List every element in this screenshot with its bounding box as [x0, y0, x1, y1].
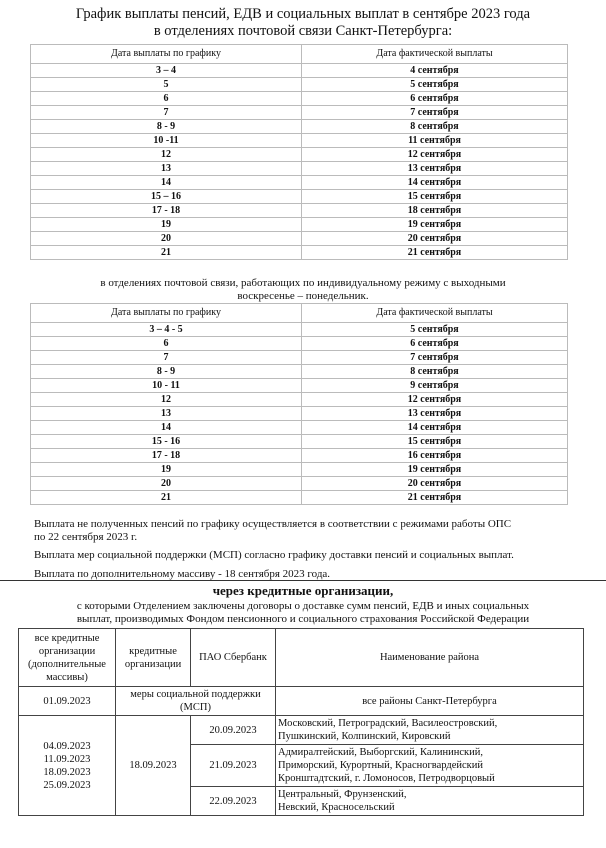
district-cell [276, 745, 584, 787]
actual-date-cell: 20 сентября [302, 232, 568, 246]
scheduled-date-cell: 3 – 4 [31, 64, 302, 78]
scheduled-date-cell: 15 - 16 [31, 435, 302, 449]
scheduled-date-cell: 6 [31, 92, 302, 106]
table-row [31, 323, 568, 337]
actual-date-cell: 4 сентября [302, 64, 568, 78]
actual-date-cell: 8 сентября [302, 365, 568, 379]
scheduled-date-cell: 8 - 9 [31, 365, 302, 379]
actual-date-cell: 19 сентября [302, 463, 568, 477]
scheduled-date-cell: 19 [31, 463, 302, 477]
scheduled-date-cell: 21 [31, 246, 302, 260]
col-header-actual: Дата фактической выплаты [302, 45, 568, 64]
scheduled-date-cell: 10 - 11 [31, 379, 302, 393]
scheduled-date-cell: 20 [31, 477, 302, 491]
actual-date-cell: 19 сентября [302, 218, 568, 232]
header-credit-orgs: кредитные организации [116, 629, 191, 687]
date-item: 25.09.2023 [43, 779, 91, 791]
table-row [31, 120, 568, 134]
date-list-cell [19, 716, 116, 816]
schedule-table-individual [30, 303, 568, 505]
actual-date-cell: 9 сентября [302, 379, 568, 393]
table-row [31, 232, 568, 246]
col-header-scheduled: Дата выплаты по графику [31, 304, 302, 323]
table-row [31, 449, 568, 463]
schedule-table [30, 44, 568, 260]
actual-date-cell: 14 сентября [302, 421, 568, 435]
actual-date-cell: 14 сентября [302, 176, 568, 190]
scheduled-date-cell: 13 [31, 162, 302, 176]
note-msp: Выплата мер социальной поддержки (МСП) согласно графику доставки пенсий и социальных выплат. [34, 549, 514, 561]
scheduled-date-cell: 10 -11 [31, 134, 302, 148]
page-title-line2: в отделениях почтовой связи Санкт-Петербурга: [153, 23, 453, 39]
header-all-credit-orgs: все кредитные организации (дополнительные массивы) [19, 629, 116, 687]
scheduled-date-cell: 8 - 9 [31, 120, 302, 134]
scheduled-date-cell: 12 [31, 148, 302, 162]
actual-date-cell: 6 сентября [302, 337, 568, 351]
section-subtitle-line2: воскресенье – понедельник. [237, 290, 369, 302]
scheduled-date-cell: 15 – 16 [31, 190, 302, 204]
actual-date-cell: 12 сентября [302, 393, 568, 407]
scheduled-date-cell: 14 [31, 176, 302, 190]
scheduled-date-cell: 17 - 18 [31, 204, 302, 218]
scheduled-date-cell: 14 [31, 421, 302, 435]
actual-date-cell: 11 сентября [302, 134, 568, 148]
scheduled-date-cell: 17 - 18 [31, 449, 302, 463]
table-row [31, 463, 568, 477]
table-row [31, 477, 568, 491]
scheduled-date-cell: 7 [31, 106, 302, 120]
table-row [31, 106, 568, 120]
date-item: 18.09.2023 [43, 766, 91, 778]
table-row [31, 365, 568, 379]
header-sberbank: ПАО Сбербанк [191, 629, 276, 687]
table-row [31, 379, 568, 393]
table-row [31, 190, 568, 204]
table-row [31, 78, 568, 92]
scheduled-date-cell: 7 [31, 351, 302, 365]
table-row [31, 337, 568, 351]
date-cell: 01.09.2023 [19, 687, 116, 716]
district-line: Приморский, Курортный, Красногвардейский [278, 760, 484, 771]
district-line: Невский, Красносельский [278, 802, 395, 813]
actual-date-cell: 16 сентября [302, 449, 568, 463]
actual-date-cell: 21 сентября [302, 491, 568, 505]
note-unpaid: Выплата не полученных пенсий по графику осуществляется в соответствии с режимами работы ОПС [34, 518, 512, 530]
credit-table [18, 628, 584, 816]
table-row [31, 421, 568, 435]
district-line: Адмиралтейский, Выборгский, Калининский, [278, 747, 483, 758]
table-row [31, 435, 568, 449]
table-row [31, 246, 568, 260]
actual-date-cell: 12 сентября [302, 148, 568, 162]
table-row [31, 218, 568, 232]
sber-date-cell: 20.09.2023 [191, 716, 276, 745]
actual-date-cell: 7 сентября [302, 351, 568, 365]
actual-date-cell: 20 сентября [302, 477, 568, 491]
scheduled-date-cell: 12 [31, 393, 302, 407]
scheduled-date-cell: 21 [31, 491, 302, 505]
table-row [31, 407, 568, 421]
actual-date-cell: 18 сентября [302, 204, 568, 218]
section-subtitle: в отделениях почтовой связи, работающих по индивидуальному режиму с выходными [100, 277, 506, 289]
scheduled-date-cell: 19 [31, 218, 302, 232]
table-row [31, 162, 568, 176]
actual-date-cell: 21 сентября [302, 246, 568, 260]
scheduled-date-cell: 13 [31, 407, 302, 421]
msp-cell: меры социальной поддержки (МСП) [116, 687, 276, 716]
table-row [31, 393, 568, 407]
actual-date-cell: 7 сентября [302, 106, 568, 120]
table-row [31, 204, 568, 218]
credit-heading: через кредитные организации, [212, 583, 394, 598]
actual-date-cell: 6 сентября [302, 92, 568, 106]
actual-date-cell: 15 сентября [302, 190, 568, 204]
table-row [31, 64, 568, 78]
scheduled-date-cell: 5 [31, 78, 302, 92]
scheduled-date-cell: 6 [31, 337, 302, 351]
table-row [31, 491, 568, 505]
divider [0, 580, 606, 581]
district-cell: все районы Санкт-Петербурга [276, 687, 584, 716]
district-cell [276, 787, 584, 816]
header-district: Наименование района [276, 629, 584, 687]
actual-date-cell: 13 сентября [302, 162, 568, 176]
district-line: Московский, Петроградский, Василеостровский, [278, 718, 498, 729]
table-row [31, 92, 568, 106]
district-line: Пушкинский, Колпинский, Кировский [278, 731, 451, 742]
table-row [31, 351, 568, 365]
scheduled-date-cell: 20 [31, 232, 302, 246]
date-item: 11.09.2023 [43, 753, 91, 765]
credit-subtitle: с которыми Отделением заключены договоры о доставке сумм пенсий, ЕДВ и иных социальных [76, 600, 530, 612]
date-item: 04.09.2023 [43, 740, 91, 752]
credit-date-cell: 18.09.2023 [116, 716, 191, 816]
credit-subtitle-line2: выплат, производимых Фондом пенсионного и социального страхования Российской Федерации [76, 613, 530, 625]
district-line: Кронштадтский, г. Ломоносов, Петродворцовый [278, 773, 495, 784]
district-line: Центральный, Фрунзенский, [278, 789, 407, 800]
actual-date-cell: 8 сентября [302, 120, 568, 134]
sber-date-cell: 22.09.2023 [191, 787, 276, 816]
table-row [31, 176, 568, 190]
actual-date-cell: 5 сентября [302, 78, 568, 92]
actual-date-cell: 5 сентября [302, 323, 568, 337]
scheduled-date-cell: 3 – 4 - 5 [31, 323, 302, 337]
col-header-actual: Дата фактической выплаты [302, 304, 568, 323]
actual-date-cell: 15 сентября [302, 435, 568, 449]
col-header-scheduled: Дата выплаты по графику [31, 45, 302, 64]
table-row [31, 134, 568, 148]
sber-date-cell: 21.09.2023 [191, 745, 276, 787]
actual-date-cell: 13 сентября [302, 407, 568, 421]
page-title: График выплаты пенсий, ЕДВ и социальных выплат в сентябре 2023 года [75, 6, 531, 22]
district-cell [276, 716, 584, 745]
table-row [31, 148, 568, 162]
note-additional: Выплата по дополнительному массиву - 18 сентября 2023 года. [34, 568, 331, 580]
note-unpaid-line2: по 22 сентября 2023 г. [34, 531, 138, 543]
